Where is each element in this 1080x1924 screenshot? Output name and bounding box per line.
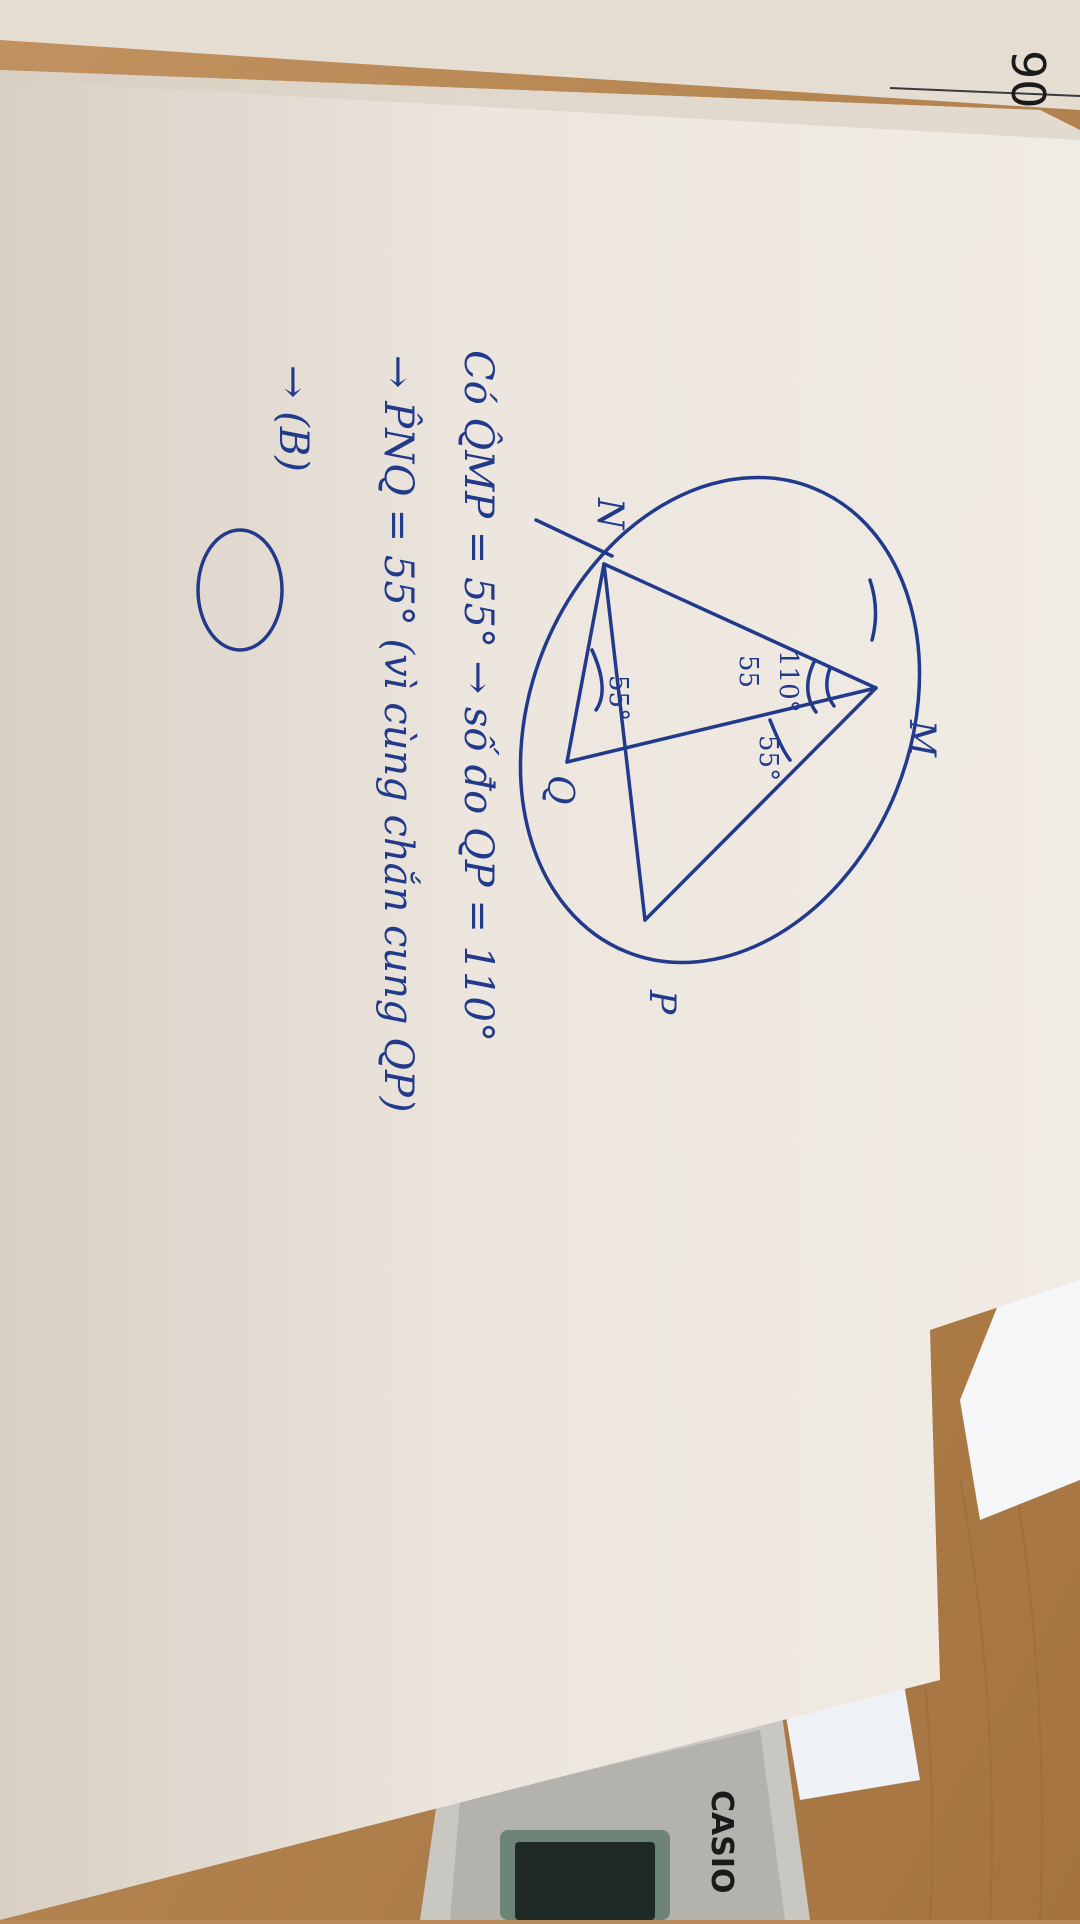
- corner-number: 90: [1001, 50, 1055, 109]
- label-P: P: [641, 990, 682, 1015]
- angle-label-55-inner: 55: [733, 655, 763, 689]
- solution-line-3: → (B): [270, 365, 316, 472]
- label-M: M: [901, 720, 942, 757]
- angle-label-110: 110°: [773, 650, 803, 713]
- solution-line-2: → P̂NQ = 55° (vì cùng chắn cung QP): [375, 355, 421, 1113]
- label-N: N: [589, 498, 630, 530]
- angle-label-55-right: 55°: [753, 735, 783, 782]
- main-paper: [0, 70, 1080, 1920]
- solution-line-1: Có Q̂MP = 55° → số đo QP = 110°: [455, 350, 501, 1042]
- calculator-brand: CASIO: [704, 1790, 739, 1894]
- angle-label-55-at-N: 55°: [603, 675, 633, 722]
- label-Q: Q: [539, 775, 580, 805]
